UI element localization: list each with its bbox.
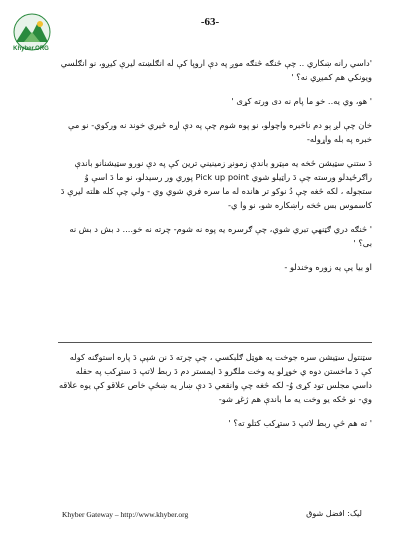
- paragraph: او بيا يې يه زوره وخندلو -: [284, 262, 372, 272]
- section-divider: [58, 342, 372, 343]
- main-text-2: [58, 350, 372, 440]
- main-text: [58, 56, 372, 284]
- paragraph: دَ ستني سټيشن څخه يه مېټرو باندې زمونږ زمينيني ترين کې په دې نورو سټيشنانو باندې راګرځيدلو ورسته چې دَ راټيلو شوي Pick up point پوري ور رسيدلو، نو ما دَ اسې وُ ستجوله ، لکه څغه چې دُ نوکو تر هانده له ما سره فري شوي وي - ولي چې کله هلته ليرې دَ کاسموس بس څخه راښکاره شو، نو وا ي-: [60, 158, 372, 210]
- page-number: -63-: [200, 16, 220, 28]
- paragraph: خان چې لږ ېو دم ناخبره واچولو، نو پوه شوم چې په دې اړه څيري خوند نه ورکوي- نو مې خبره په بله واړوله-: [68, 120, 372, 144]
- footer-site: Khyber Gateway – http://www.khyber.org: [62, 510, 189, 519]
- paragraph: ' څنګه دري ګټنهي تبري شوي، چې ګرسره يه پوه نه شوم- چرته نه خو.... د بش د بش نه بی؟ ': [69, 224, 372, 248]
- paragraph: ' ته هم څې ربط لاتپ دَ ستړکب کتلو ته؟ ': [228, 418, 372, 428]
- footer-author: ليک: افضل شوق: [306, 509, 362, 518]
- logo-text: Khyber.ORG: [13, 46, 49, 52]
- paragraph: 'داسي رانه ښکاري .. چې څنګه څنګه موږ په دې اروپا کې له انګلښته ليرې کيږو، نو انګلسي ويونکي هم کميږي نه؟ ': [60, 58, 372, 82]
- khyber-logo-icon: [10, 12, 54, 60]
- paragraph: سټنتول سټيشن سره جوخت يه هوټل ګلبکسي ، چې چرته دَ نن شپې دَ پاره استوګنه کوله کې دَ ماخستن دوه ي خوړلو يه وخت ملګرو دَ ايمستر دم دَ ربط لاتپ دَ ستړکب په حقله داسي مجلس تود کړی وُ- لکه څغه چې وانقعي دَ دې ښار يه ښځې خاص علاقو کې يوه علاقه وي- نو څکه يو وخت يه ما باندې هم ژغړ شو-: [58, 352, 372, 404]
- paragraph: ' هو، وي يه.. خو ما پام نه دی ورته کړی ': [231, 96, 372, 106]
